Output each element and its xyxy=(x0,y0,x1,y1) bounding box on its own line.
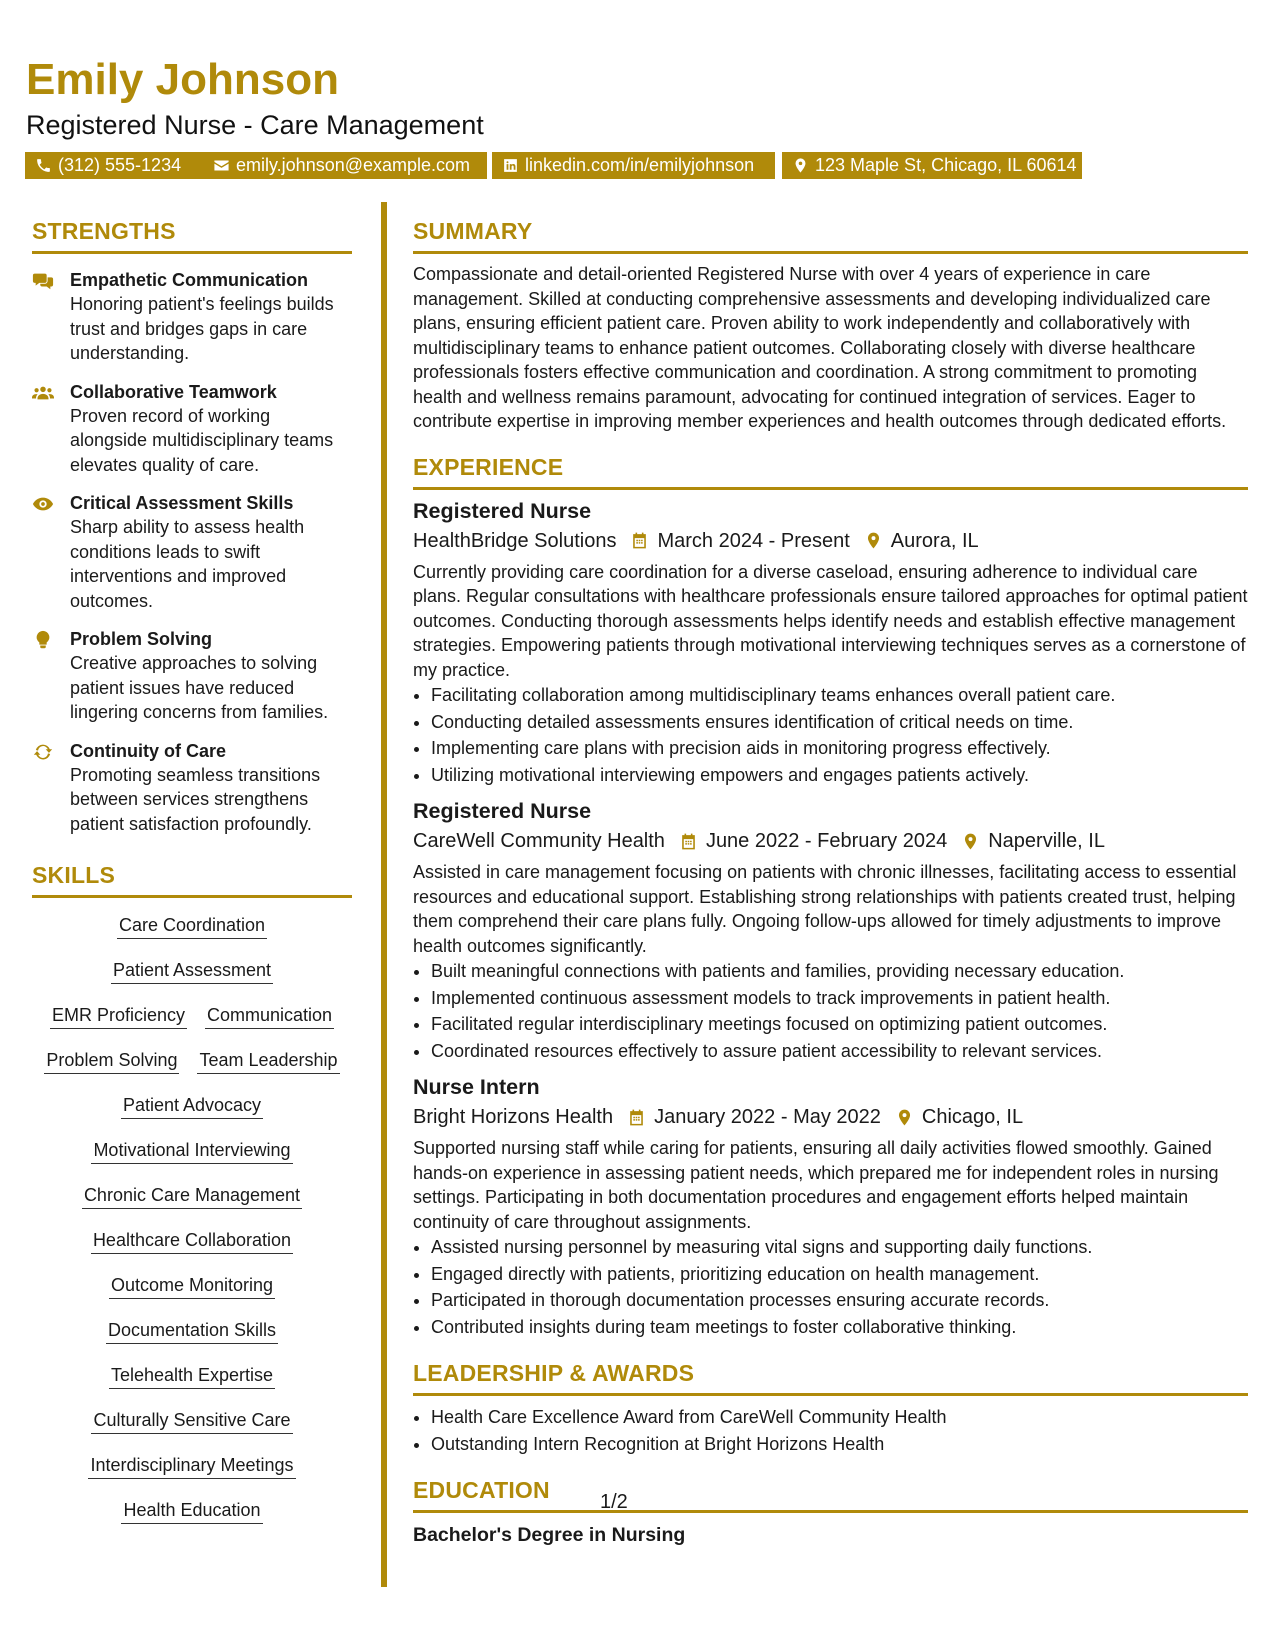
strength-desc: Honoring patient's feelings builds trust and bridges gaps in care understanding. xyxy=(70,294,334,363)
award-item: • Outstanding Intern Recognition at Bright Horizons Health xyxy=(431,1431,1248,1458)
skill-tag: Documentation Skills xyxy=(106,1317,278,1344)
bullet-item: • Conducting detailed assessments ensures identification of critical needs on time. xyxy=(431,709,1248,736)
strength-desc: Proven record of working alongside multidisciplinary teams elevates quality of care. xyxy=(70,405,334,475)
job-location: Chicago, IL xyxy=(921,1106,1024,1128)
contact-email[interactable] xyxy=(203,152,487,179)
strength-item xyxy=(32,739,352,837)
job-entry xyxy=(413,498,1248,789)
linkedin-icon xyxy=(502,157,519,174)
skill-tag: Team Leadership xyxy=(197,1047,339,1074)
strength-title: Empathetic Communication xyxy=(70,270,309,290)
awards-heading: LEADERSHIP & AWARDS xyxy=(413,1342,1248,1396)
skill-tag: Chronic Care Management xyxy=(82,1182,302,1209)
bullet-item: • Coordinated resources effectively to assure patient accessibility to relevant services. xyxy=(431,1038,1248,1065)
job-meta xyxy=(413,826,1248,856)
awards-list xyxy=(413,1404,1248,1457)
right-column xyxy=(413,200,1248,1547)
bullet-item: • Implementing care plans with precision aids in monitoring progress effectively. xyxy=(431,735,1248,762)
map-marker-icon xyxy=(792,157,809,174)
job-dates: March 2024 - Present xyxy=(657,529,850,552)
bullet-item: • Implemented continuous assessment models to track improvements in patient health. xyxy=(431,985,1248,1012)
contact-address xyxy=(782,152,1082,179)
skill-tag: Motivational Interviewing xyxy=(91,1137,292,1164)
skill-tag: Patient Advocacy xyxy=(121,1092,263,1119)
map-marker-icon xyxy=(961,832,980,851)
phone-icon xyxy=(35,157,52,174)
experience-heading: EXPERIENCE xyxy=(413,436,1248,490)
skill-tag: Patient Assessment xyxy=(111,957,273,984)
job-location: Aurora, IL xyxy=(890,529,979,552)
page-number: 1/2 xyxy=(600,1491,628,1513)
job-location: Naperville, IL xyxy=(988,830,1105,852)
column-divider xyxy=(381,202,387,1587)
education-heading: EDUCATION xyxy=(413,1459,1248,1513)
envelope-icon xyxy=(213,157,230,174)
map-marker-icon xyxy=(895,1108,914,1127)
bullet-item: • Assisted nursing personnel by measuring vital signs and supporting daily functions. xyxy=(431,1234,1248,1261)
bullet-item: • Facilitated regular interdisciplinary meetings focused on optimizing patient outcomes. xyxy=(431,1011,1248,1038)
strength-item xyxy=(32,268,352,366)
candidate-name: Emily Johnson xyxy=(26,55,339,104)
skill-tag: Communication xyxy=(205,1002,334,1029)
bullet-item: • Facilitating collaboration among multidisciplinary teams enhances overall patient care. xyxy=(431,682,1248,709)
strength-desc: Creative approaches to solving patient issues have reduced lingering concerns from families. xyxy=(70,653,329,722)
strength-title: Critical Assessment Skills xyxy=(70,493,294,513)
skill-tag: Telehealth Expertise xyxy=(109,1362,275,1389)
contact-address-text: 123 Maple St, Chicago, IL 60614 xyxy=(815,155,1077,175)
users-icon xyxy=(32,382,54,404)
bullet-item: • Engaged directly with patients, prioritizing education on health management. xyxy=(431,1261,1248,1288)
job-dates: June 2022 - February 2024 xyxy=(705,830,948,852)
bullet-item: • Built meaningful connections with patients and families, providing necessary education. xyxy=(431,958,1248,985)
summary-heading: SUMMARY xyxy=(413,200,1248,254)
skill-tag: Interdisciplinary Meetings xyxy=(88,1452,295,1479)
lightbulb-icon xyxy=(32,629,54,651)
bullet-item: • Contributed insights during team meetings to foster collaborative thinking. xyxy=(431,1314,1248,1341)
candidate-role: Registered Nurse - Care Management xyxy=(26,110,484,140)
strength-title: Problem Solving xyxy=(70,629,213,649)
calendar-icon xyxy=(627,1108,646,1127)
contact-phone-text: (312) 555-1234 xyxy=(58,155,182,175)
contact-phone[interactable] xyxy=(25,152,222,179)
contact-linkedin[interactable] xyxy=(492,152,775,179)
left-column xyxy=(32,200,352,1542)
job-meta xyxy=(413,1102,1248,1132)
strengths-heading: STRENGTHS xyxy=(32,200,352,254)
strength-desc: Sharp ability to assess health conditions leads to swift interventions and improved outcomes. xyxy=(70,517,305,611)
strength-item xyxy=(32,491,352,613)
skills-heading: SKILLS xyxy=(32,844,352,898)
strength-desc: Promoting seamless transitions between services strengthens patient satisfaction profoundly. xyxy=(70,764,321,834)
job-entry xyxy=(413,798,1248,1064)
bullet-item: • Participated in thorough documentation processes ensuring accurate records. xyxy=(431,1287,1248,1314)
strength-title: Collaborative Teamwork xyxy=(70,381,277,402)
job-title: Registered Nurse xyxy=(413,799,592,823)
job-bullets xyxy=(413,682,1248,788)
education-degree: Bachelor's Degree in Nursing xyxy=(413,1524,686,1546)
job-description: Supported nursing staff while caring for patients, ensuring all daily activities flowed smoothly. Gained hands-on experience in assessing patient needs, which prepared me for independent roles in nursing settings. Participating in both documentation procedures and engagement efforts helped maintain continuity of care throughout assignments. xyxy=(413,1138,1219,1232)
job-description: Assisted in care management focusing on patients with chronic illnesses, facilitating access to essential resources and educational support. Establishing strong relationships with patients created trust, helping them comprehend their care plans fully. Ongoing follow-ups allowed for timely adjustments to improve health outcomes significantly. xyxy=(413,862,1237,956)
job-title: Registered Nurse xyxy=(413,498,592,523)
job-meta xyxy=(413,526,1248,556)
job-description: Currently providing care coordination for a diverse caseload, ensuring adherence to individual care plans. Regular consultations with healthcare professionals ensure tailored approaches for optimal patient outcomes. Conducting thorough assessments helps identify needs and establish effective management strategies. Empowering patients through motivational interviewing techniques serves as a cornerstone of my practice. xyxy=(413,561,1248,680)
award-item: • Health Care Excellence Award from CareWell Community Health xyxy=(431,1404,1248,1431)
skill-tag: EMR Proficiency xyxy=(50,1002,187,1029)
skill-tag: Culturally Sensitive Care xyxy=(91,1407,292,1434)
strength-title: Continuity of Care xyxy=(70,740,226,761)
skill-tag: Outcome Monitoring xyxy=(109,1272,275,1299)
job-entry xyxy=(413,1074,1248,1340)
job-company: CareWell Community Health xyxy=(413,830,665,852)
comments-icon xyxy=(32,270,54,292)
calendar-icon xyxy=(679,832,698,851)
eye-icon xyxy=(32,493,54,515)
strength-item xyxy=(32,380,352,478)
strength-item xyxy=(32,627,352,725)
contact-email-text: emily.johnson@example.com xyxy=(236,155,471,175)
skills-list xyxy=(32,898,352,1542)
calendar-icon xyxy=(630,531,649,550)
skill-tag: Care Coordination xyxy=(117,912,267,939)
skill-tag: Healthcare Collaboration xyxy=(91,1227,293,1254)
map-marker-icon xyxy=(864,531,883,550)
summary-text: Compassionate and detail-oriented Registered Nurse with over 4 years of experience in care management. Skilled at conducting comprehensive assessments and developing individualized care plans, ensuring efficient patient care. Proven ability to work independently and collaboratively with multidisciplinary teams to enhance patient outcomes. Collaborating closely with diverse healthcare professionals fosters effective communication and coordination. A strong commitment to promoting health and wellness remains paramount, advocating for continued integration of services. Eager to contribute expertise in improving member experiences and health outcomes through dedicated efforts. xyxy=(413,264,1227,431)
job-bullets xyxy=(413,958,1248,1064)
job-company: HealthBridge Solutions xyxy=(413,529,617,552)
bullet-item: • Utilizing motivational interviewing empowers and engages patients actively. xyxy=(431,762,1248,789)
job-bullets xyxy=(413,1234,1248,1340)
sync-icon xyxy=(32,741,54,763)
job-dates: January 2022 - May 2022 xyxy=(654,1106,881,1128)
job-title: Nurse Intern xyxy=(413,1075,540,1099)
skill-tag: Problem Solving xyxy=(44,1047,179,1074)
job-company: Bright Horizons Health xyxy=(413,1106,614,1128)
skill-tag: Health Education xyxy=(121,1497,262,1524)
contact-linkedin-text: linkedin.com/in/emilyjohnson xyxy=(525,155,755,175)
